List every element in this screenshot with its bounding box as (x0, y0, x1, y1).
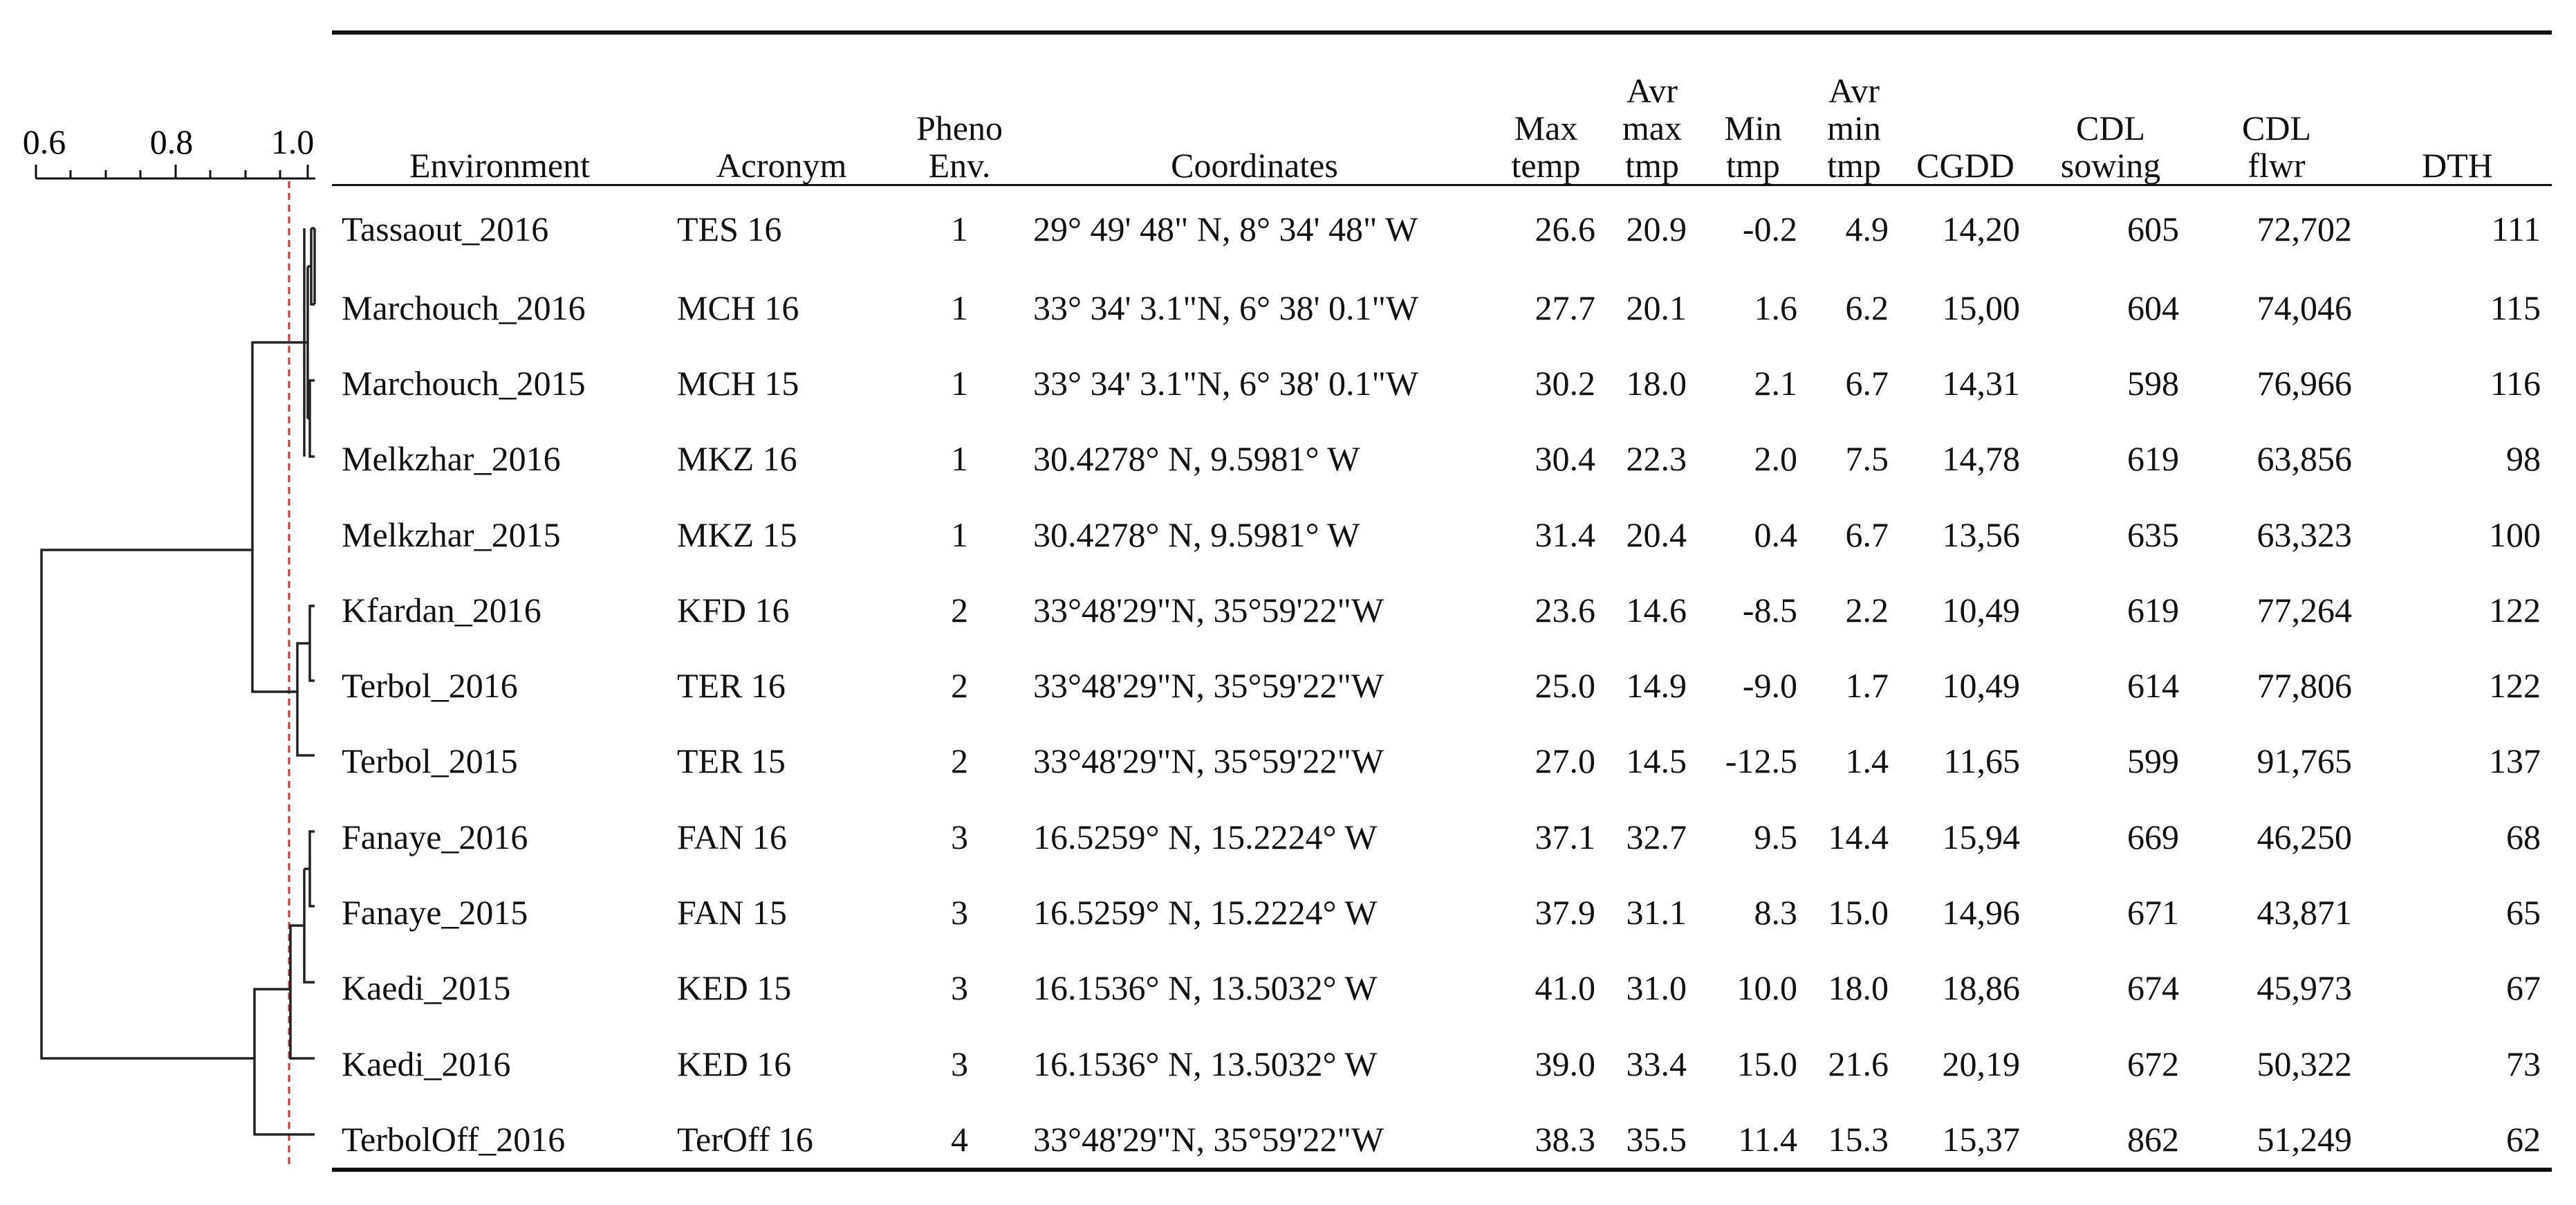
cell-min-tmp: 11.4 (1738, 1119, 1797, 1159)
cell-min-tmp: 2.0 (1754, 439, 1797, 479)
cell-pheno-env: 2 (951, 742, 968, 781)
cell-avr-min-tmp: 18.0 (1828, 968, 1889, 1008)
cell-acronym: TER 15 (677, 742, 786, 781)
header-cdl-flwr (2190, 35, 2363, 188)
scale-tick-label: 1.0 (270, 122, 315, 161)
cell-cgdd: 14,20 (1942, 210, 2020, 248)
cell-coordinates: 16.5259° N, 15.2224° W (1033, 893, 1378, 932)
cell-acronym: MCH 15 (677, 363, 799, 403)
cell-cgdd: 15,37 (1942, 1119, 2020, 1159)
cell-avr-min-tmp: 1.7 (1845, 666, 1889, 706)
cell-coordinates: 30.4278° N, 9.5981° W (1033, 515, 1360, 554)
cell-max-temp: 26.6 (1535, 210, 1595, 248)
cell-pheno-env: 1 (951, 210, 968, 248)
cell-avr-max-tmp: 31.1 (1626, 893, 1687, 932)
cell-cdl-flwr: 91,765 (2257, 742, 2352, 781)
dendrogram-panel (0, 0, 325, 1205)
cell-dth: 62 (2506, 1119, 2541, 1159)
table-row (332, 1101, 2552, 1177)
environment-table (332, 35, 2552, 1177)
cell-dth: 67 (2506, 968, 2541, 1008)
cell-dth: 98 (2506, 439, 2541, 479)
cell-cgdd: 14,96 (1942, 893, 2020, 932)
cell-coordinates: 29° 49' 48" N, 8° 34' 48" W (1033, 210, 1418, 248)
cell-max-temp: 31.4 (1535, 515, 1595, 554)
cell-coordinates: 33°48'29"N, 35°59'22"W (1033, 666, 1384, 706)
cell-cdl-sowing: 674 (2127, 968, 2179, 1008)
cell-avr-min-tmp: 2.2 (1845, 590, 1889, 629)
cell-acronym: TER 16 (677, 666, 786, 706)
header-line: CDL (2242, 109, 2311, 147)
cell-dth: 137 (2489, 742, 2541, 781)
cell-dth: 111 (2491, 210, 2541, 248)
cell-cgdd: 15,94 (1942, 817, 2020, 856)
header-line: Pheno (916, 109, 1003, 147)
cell-avr-max-tmp: 35.5 (1626, 1119, 1687, 1159)
header-line: temp (1511, 146, 1581, 185)
cell-cdl-flwr: 63,856 (2257, 439, 2352, 479)
cell-coordinates: 33°48'29"N, 35°59'22"W (1033, 1119, 1384, 1159)
cell-cdl-flwr: 46,250 (2257, 817, 2352, 856)
cell-acronym: TerOff 16 (677, 1119, 813, 1159)
cell-coordinates: 33° 34' 3.1"N, 6° 38' 0.1"W (1033, 363, 1419, 403)
cell-avr-min-tmp: 6.7 (1845, 515, 1889, 554)
cell-pheno-env: 3 (951, 817, 968, 856)
cell-avr-min-tmp: 1.4 (1845, 742, 1889, 781)
cell-avr-min-tmp: 4.9 (1845, 210, 1889, 248)
header-max-temp (1485, 35, 1606, 188)
cell-cdl-sowing: 604 (2127, 288, 2179, 327)
scale-tick-label: 0.8 (149, 122, 194, 161)
cell-avr-min-tmp: 7.5 (1845, 439, 1889, 479)
header-row (332, 35, 2552, 188)
cell-dth: 116 (2490, 363, 2541, 403)
header-line: Env. (928, 146, 991, 185)
dendrogram-branches (41, 228, 315, 1134)
header-line: max (1622, 109, 1683, 147)
cell-max-temp: 25.0 (1535, 666, 1595, 706)
cell-max-temp: 30.4 (1535, 439, 1595, 479)
cell-pheno-env: 3 (951, 968, 968, 1008)
header-cdl-sowing (2031, 35, 2190, 188)
cell-coordinates: 16.5259° N, 15.2224° W (1033, 817, 1378, 856)
cell-cdl-sowing: 614 (2127, 666, 2179, 706)
cell-coordinates: 33°48'29"N, 35°59'22"W (1033, 590, 1384, 629)
header-min-tmp (1698, 35, 1808, 188)
cell-environment: Melkzhar_2016 (342, 439, 561, 479)
cell-acronym: FAN 15 (677, 893, 787, 932)
header-line: CGDD (1916, 146, 2014, 185)
table-row (332, 421, 2552, 497)
cell-avr-max-tmp: 20.9 (1626, 210, 1687, 248)
cell-coordinates: 33°48'29"N, 35°59'22"W (1033, 742, 1384, 781)
cell-environment: Kaedi_2015 (342, 968, 511, 1008)
header-line: tmp (1827, 146, 1881, 185)
header-line: DTH (2422, 146, 2493, 185)
cell-cdl-sowing: 619 (2127, 590, 2179, 629)
cell-environment: TerbolOff_2016 (342, 1119, 566, 1159)
cell-cdl-flwr: 77,806 (2257, 666, 2352, 706)
cell-cdl-flwr: 51,249 (2257, 1119, 2352, 1159)
cell-pheno-env: 1 (951, 439, 968, 479)
header-line: CDL (2076, 109, 2145, 147)
cell-avr-max-tmp: 20.4 (1626, 515, 1687, 554)
cell-environment: Terbol_2015 (342, 742, 518, 781)
cell-avr-min-tmp: 6.2 (1845, 288, 1889, 327)
cell-dth: 122 (2489, 666, 2541, 706)
header-line: Environment (409, 146, 591, 185)
cell-cdl-sowing: 671 (2127, 893, 2179, 932)
cell-pheno-env: 1 (951, 288, 968, 327)
cell-cgdd: 20,19 (1942, 1044, 2020, 1083)
cell-avr-max-tmp: 31.0 (1626, 968, 1687, 1008)
cell-max-temp: 30.2 (1535, 363, 1595, 403)
cell-acronym: FAN 16 (677, 817, 787, 856)
dendrogram (0, 0, 325, 1205)
cell-acronym: MCH 16 (677, 288, 799, 327)
cell-environment: Marchouch_2016 (342, 288, 586, 327)
cell-pheno-env: 2 (951, 666, 968, 706)
cell-cdl-flwr: 43,871 (2257, 893, 2352, 932)
cell-cgdd: 13,56 (1942, 515, 2020, 554)
cell-min-tmp: 8.3 (1754, 893, 1797, 932)
cell-min-tmp: -9.0 (1742, 666, 1797, 706)
header-line: tmp (1625, 146, 1679, 185)
cell-avr-max-tmp: 32.7 (1626, 817, 1687, 856)
cell-environment: Fanaye_2016 (342, 817, 528, 856)
header-line: Avr (1626, 71, 1678, 110)
cell-cdl-sowing: 599 (2127, 742, 2179, 781)
similarity-scale-axis (36, 165, 315, 178)
cell-cdl-flwr: 74,046 (2257, 288, 2352, 327)
table-row (332, 497, 2552, 572)
header-coordinates (1023, 35, 1485, 188)
header-line: tmp (1726, 146, 1780, 185)
table-row (332, 647, 2552, 723)
cell-cdl-sowing: 598 (2127, 363, 2179, 403)
cell-max-temp: 39.0 (1535, 1044, 1595, 1083)
cell-acronym: MKZ 15 (677, 515, 797, 554)
cell-avr-max-tmp: 20.1 (1626, 288, 1687, 327)
cell-max-temp: 27.0 (1535, 742, 1595, 781)
cell-pheno-env: 1 (951, 363, 968, 403)
table-row (332, 572, 2552, 647)
header-line: Avr (1828, 71, 1880, 110)
cell-avr-min-tmp: 15.3 (1828, 1119, 1889, 1159)
header-line: Min (1724, 109, 1782, 147)
cell-pheno-env: 3 (951, 1044, 968, 1083)
cell-environment: Fanaye_2015 (342, 893, 528, 932)
cell-dth: 68 (2506, 817, 2541, 856)
cell-avr-min-tmp: 14.4 (1828, 817, 1889, 856)
cell-cdl-flwr: 45,973 (2257, 968, 2352, 1008)
cell-pheno-env: 3 (951, 893, 968, 932)
cell-acronym: MKZ 16 (677, 439, 797, 479)
cell-cdl-flwr: 63,323 (2257, 515, 2352, 554)
table-row (332, 1026, 2552, 1101)
cell-cgdd: 10,49 (1942, 590, 2020, 629)
cell-avr-min-tmp: 21.6 (1828, 1044, 1889, 1083)
cell-cgdd: 10,49 (1942, 666, 2020, 706)
cell-acronym: KED 16 (677, 1044, 792, 1083)
table-row (332, 874, 2552, 950)
cell-environment: Marchouch_2015 (342, 363, 586, 403)
cell-min-tmp: 1.6 (1754, 288, 1797, 327)
cell-min-tmp: 15.0 (1736, 1044, 1797, 1083)
cell-coordinates: 33° 34' 3.1"N, 6° 38' 0.1"W (1033, 288, 1419, 327)
header-line: flwr (2248, 146, 2306, 185)
cell-cdl-sowing: 862 (2127, 1119, 2179, 1159)
cell-cgdd: 18,86 (1942, 968, 2020, 1008)
table-row (332, 799, 2552, 874)
cell-max-temp: 41.0 (1535, 968, 1595, 1008)
cell-cgdd: 14,31 (1942, 363, 2020, 403)
table-row (332, 270, 2552, 345)
cell-dth: 65 (2506, 893, 2541, 932)
cell-pheno-env: 2 (951, 590, 968, 629)
cell-cdl-sowing: 669 (2127, 817, 2179, 856)
cell-dth: 73 (2506, 1044, 2541, 1083)
cell-dth: 115 (2490, 288, 2541, 327)
table-row (332, 345, 2552, 421)
cell-avr-max-tmp: 22.3 (1626, 439, 1687, 479)
header-cgdd (1900, 35, 2031, 188)
cell-min-tmp: -8.5 (1742, 590, 1797, 629)
table-row (332, 188, 2552, 270)
header-pheno-env (896, 35, 1023, 188)
cell-avr-min-tmp: 15.0 (1828, 893, 1889, 932)
table-row (332, 724, 2552, 799)
cell-cdl-sowing: 605 (2127, 210, 2179, 248)
cell-environment: Kfardan_2016 (342, 590, 541, 629)
table-body (332, 188, 2552, 1177)
cell-avr-min-tmp: 6.7 (1845, 363, 1889, 403)
cell-acronym: TES 16 (677, 210, 782, 248)
cell-min-tmp: 0.4 (1754, 515, 1797, 554)
cell-max-temp: 37.9 (1535, 893, 1595, 932)
cell-acronym: KFD 16 (677, 590, 790, 629)
cell-avr-max-tmp: 18.0 (1626, 363, 1687, 403)
cell-min-tmp: -0.2 (1742, 210, 1797, 248)
cell-avr-max-tmp: 14.6 (1626, 590, 1687, 629)
cell-cdl-sowing: 672 (2127, 1044, 2179, 1083)
cell-cdl-flwr: 72,702 (2257, 210, 2352, 248)
header-line: sowing (2060, 146, 2161, 185)
header-acronym (667, 35, 896, 188)
cell-avr-max-tmp: 33.4 (1626, 1044, 1687, 1083)
header-environment (332, 35, 667, 188)
cell-cdl-sowing: 635 (2127, 515, 2179, 554)
header-line: Acronym (716, 146, 847, 185)
cell-acronym: KED 15 (677, 968, 792, 1008)
cell-min-tmp: -12.5 (1725, 742, 1797, 781)
table-row (332, 950, 2552, 1026)
cell-pheno-env: 4 (951, 1119, 968, 1159)
cell-max-temp: 23.6 (1535, 590, 1595, 629)
header-line: Max (1514, 109, 1578, 147)
header-dth (2363, 35, 2552, 188)
cell-coordinates: 16.1536° N, 13.5032° W (1033, 1044, 1378, 1083)
cell-cgdd: 11,65 (1943, 742, 2020, 781)
cell-min-tmp: 10.0 (1736, 968, 1797, 1008)
cell-cgdd: 14,78 (1942, 439, 2020, 479)
cell-max-temp: 37.1 (1535, 817, 1595, 856)
table-header (332, 35, 2552, 188)
cell-environment: Kaedi_2016 (342, 1044, 511, 1083)
cell-pheno-env: 1 (951, 515, 968, 554)
header-line: Coordinates (1171, 146, 1338, 185)
cell-max-temp: 38.3 (1535, 1119, 1595, 1159)
cell-min-tmp: 2.1 (1754, 363, 1797, 403)
header-avr-min-tmp (1808, 35, 1900, 188)
scale-tick-label: 0.6 (22, 122, 66, 161)
cell-cdl-flwr: 50,322 (2257, 1044, 2352, 1083)
cell-avr-max-tmp: 14.5 (1626, 742, 1687, 781)
cell-max-temp: 27.7 (1535, 288, 1595, 327)
cell-coordinates: 16.1536° N, 13.5032° W (1033, 968, 1378, 1008)
cell-environment: Terbol_2016 (342, 666, 518, 706)
cell-coordinates: 30.4278° N, 9.5981° W (1033, 439, 1360, 479)
header-line: min (1827, 109, 1881, 147)
cell-cdl-flwr: 76,966 (2257, 363, 2352, 403)
header-avr-max-tmp (1606, 35, 1698, 188)
cell-avr-max-tmp: 14.9 (1626, 666, 1687, 706)
cell-environment: Melkzhar_2015 (342, 515, 561, 554)
cell-cgdd: 15,00 (1942, 288, 2020, 327)
cell-dth: 122 (2489, 590, 2541, 629)
cell-min-tmp: 9.5 (1754, 817, 1797, 856)
cell-environment: Tassaout_2016 (342, 210, 549, 248)
cell-dth: 100 (2489, 515, 2541, 554)
cell-cdl-flwr: 77,264 (2257, 590, 2352, 629)
cell-cdl-sowing: 619 (2127, 439, 2179, 479)
